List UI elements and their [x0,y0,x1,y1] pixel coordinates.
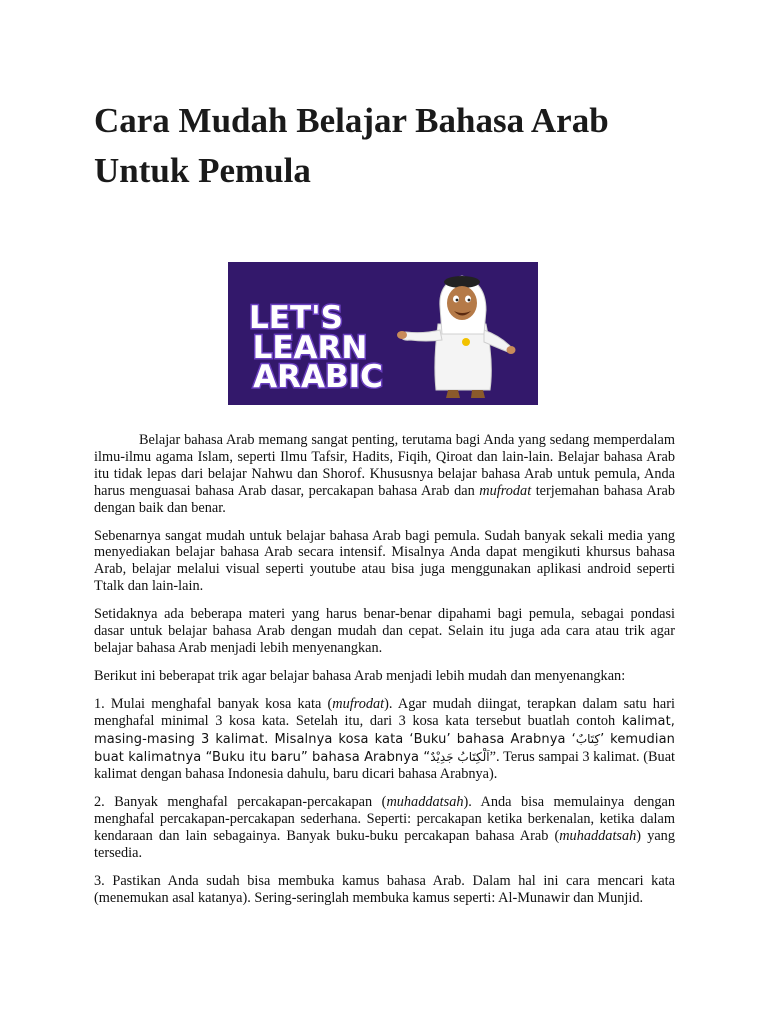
arab-character-icon [397,276,516,398]
paragraph-tricks-intro: Berikut ini beberapat trik agar belajar bahasa Arab menjadi lebih mudah dan menyenangkan: [94,667,626,684]
italic-term: muhaddatsah [559,828,637,845]
document-title: Cara Mudah Belajar Bahasa Arab Untuk Pemula [94,101,609,190]
italic-term: mufrodat [479,482,532,499]
paragraph-text: 2. Banyak menghafal percakapan-percakapan ( [94,794,387,811]
paragraph-text: kalimat, masing-masing 3 kalimat. Misalnya kosa kata ‘Buku’ bahasa Arabnya ‘ [94,713,675,747]
lets-learn-arabic-illustration [228,262,538,405]
italic-term: muhaddatsah [386,794,464,811]
banner-line-1: LET'S [249,300,343,336]
banner-line-2: LEARN [252,330,368,366]
paragraph-text: Belajar bahasa Arab memang sangat penting, terutama bagi Anda yang sedang memperdalam ilmu-ilmu agama Islam, seperti Ilmu Tafsir, Hadits, Fiqih, Qiroat dan lain-lain. Belajar bahasa Arab itu tidak lepas dari belajar Nahwu dan Shorof. Khususnya belajar bahasa Arab untuk pemula, Anda harus menguasai bahasa Arab dasar, percakapan bahasa Arab dan [94,432,675,499]
paragraph-text: ) yang tersedia. [94,828,675,862]
list-item-1 [94,696,675,784]
paragraph-media: Sebenarnya sangat mudah untuk belajar bahasa Arab bagi pemula. Sudah banyak sekali media yang menyediakan belajar bahasa Arab secara intensif. Misalnya Anda dapat mengikuti khursus bahasa Arab, belajar melalui visual seperti youtube atau bisa juga menggunakan aplikasi android seperti Ttalk dan lain-lain. [94,527,675,595]
list-item-2 [94,794,675,862]
paragraph-text: ’ kemudian buat kalimatnya “Buku itu baru” bahasa Arabnya “ [94,731,675,765]
banner-line-3: ARABIC [253,359,383,395]
paragraph-text: ”. Terus sampai 3 kalimat. (Buat kalimat dengan bahasa Indonesia dahulu, baru dicari bahasa Arabnya). [94,748,676,783]
paragraph-intro [94,432,675,517]
article-body [94,432,675,918]
arabic-sentence: اَلْكِتَابُ جَدِيْدٌ [430,749,490,764]
list-item-3: 3. Pastikan Anda sudah bisa membuka kamus bahasa Arab. Dalam hal ini cara mencari kata (menemukan asal katanya). Sering-seringlah membuka kamus seperti: Al-Munawir dan Munjid. [94,872,675,906]
paragraph-materials: Setidaknya ada beberapa materi yang harus benar-benar dipahami bagi pemula, sebagai pondasi dasar untuk belajar bahasa Arab dengan mudah dan cepat. Selain itu juga ada cara atau trik agar belajar bahasa Arab menjadi lebih menyenangkan. [94,606,675,656]
paragraph-text: terjemahan bahasa Arab dengan baik dan benar. [94,482,675,516]
italic-term: mufrodat [332,695,385,712]
arabic-word: كِتَابٌ [575,731,601,746]
lets-learn-arabic-banner [228,262,538,405]
paragraph-text: ). Anda bisa memulainya dengan menghafal percakapan-percakapan sederhana. Seperti: percakapan ketika berkenalan, ketika dalam kendaraan dan lain sebagainya. Banyak buku-buku percakapan bahasa Arab ( [94,794,676,845]
paragraph-text: ). Agar mudah diingat, terapkan dalam satu hari menghafal minimal 3 kosa kata. Setelah itu, dari 3 kosa kata tersebut buatlah contoh [94,695,676,729]
paragraph-text: 1. Mulai menghafal banyak kosa kata ( [94,695,333,712]
